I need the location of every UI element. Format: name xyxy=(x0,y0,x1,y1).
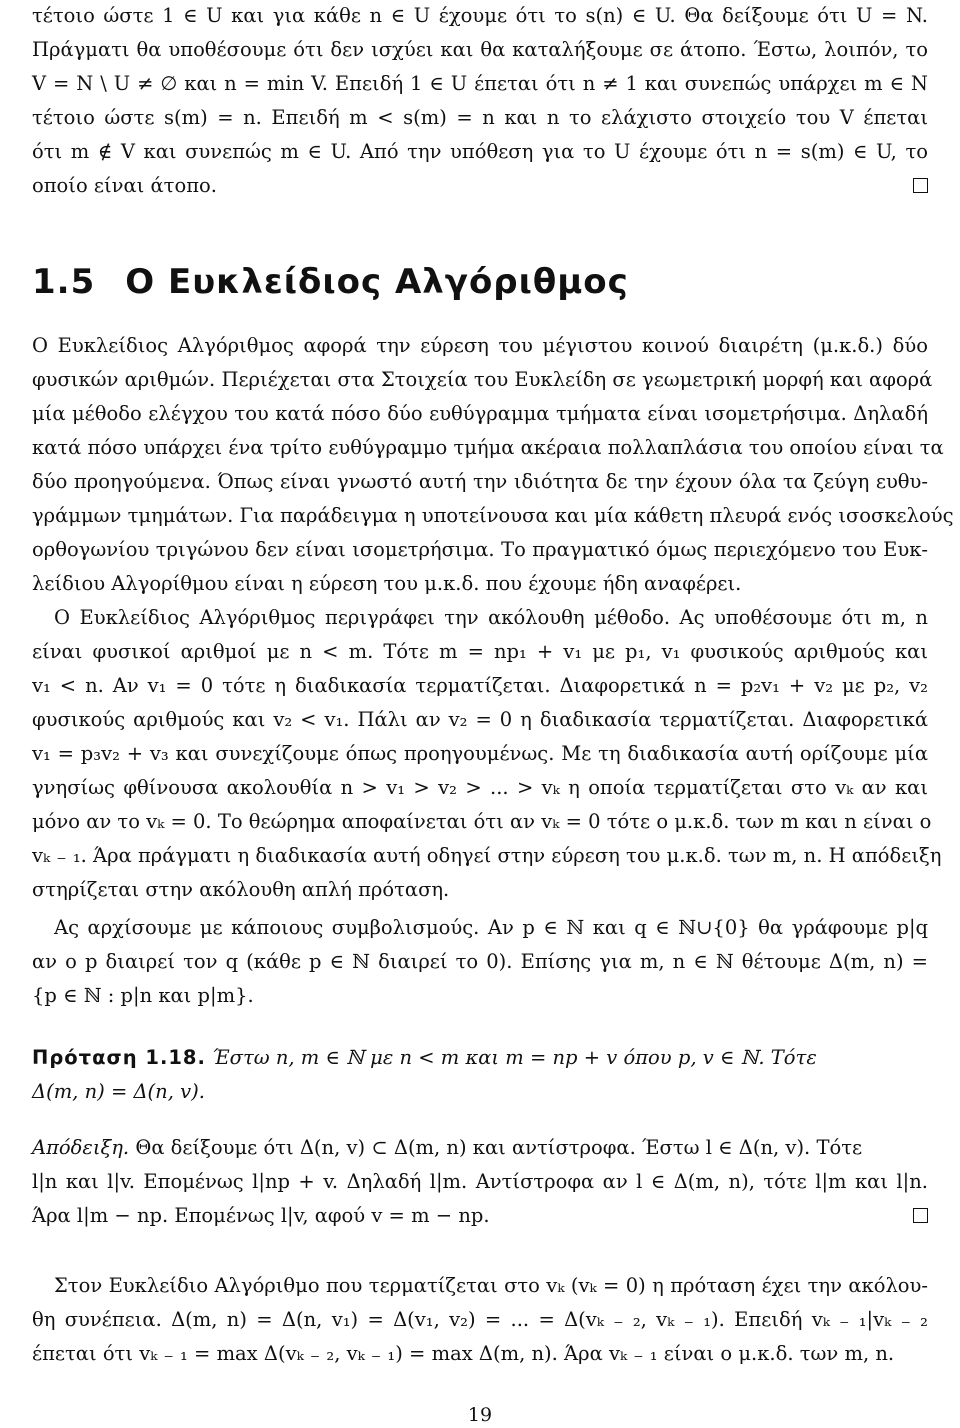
para2-line-4: φυσικούς αριθμούς και v₂ < v₁. Πάλι αν v₂ = 0 η διαδικασία τερματίζεται. Διαφορετικά xyxy=(32,708,928,731)
para2-line-6: γνησίως φθίνουσα ακολουθία n > v₁ > v₂ > ... > vₖ η οποία τερματίζεται στο vₖ αν και xyxy=(32,776,928,799)
proof-line-2: l|n και l|v. Επομένως l|np + v. Δηλαδή l|m. Αντίστροφα αν l ∈ Δ(m, n), τότε l|m και l|n. xyxy=(32,1170,928,1193)
proof-line-3-text: Άρα l|m − np. Επομένως l|v, αφού v = m − np. xyxy=(32,1204,490,1227)
para1-line-5: δύο προηγούμενα. Όπως είναι γνωστό αυτή την ιδιότητα δε την έχουν όλα τα ζεύγη ευθυ- xyxy=(32,470,928,493)
para1-line-2: φυσικών αριθμών. Περιέχεται στα Στοιχεία του Ευκλείδη σε γεωμετρική μορφή και αφορά xyxy=(32,368,933,391)
para3-line-1: Ας αρχίσουμε με κάποιους συμβολισμούς. Αν p ∈ ℕ και q ∈ ℕ∪{0} θα γράφουμε p|q xyxy=(54,916,928,939)
proof-label: Απόδειξη. xyxy=(32,1136,130,1159)
para2-line-2: είναι φυσικοί αριθμοί με n < m. Τότε m = np₁ + v₁ με p₁, v₁ φυσικούς αριθμούς και xyxy=(32,640,928,663)
para2-line-5: v₁ = p₃v₂ + v₃ και συνεχίζουμε όπως προηγουμένως. Με τη διαδικασία αυτή ορίζουμε μία xyxy=(32,742,928,765)
para1-line-3: μία μέθοδο ελέγχου του κατά πόσο δύο ευθύγραμμα τμήματα είναι ισομετρήσιμα. Δηλαδή xyxy=(32,402,928,425)
section-heading xyxy=(32,262,629,302)
para3-line-3: {p ∈ ℕ : p|n και p|m}. xyxy=(32,984,254,1007)
para4-line-1: Στον Ευκλείδιο Αλγόριθμο που τερματίζεται στο vₖ (vₖ = 0) η πρόταση έχει την ακόλου- xyxy=(54,1274,928,1297)
intro-line-6 xyxy=(32,172,928,200)
qed-square-icon xyxy=(913,178,928,193)
intro-line-2: Πράγματι θα υποθέσουμε ότι δεν ισχύει και θα καταλήξουμε σε άτοπο. Έστω, λοιπόν, το xyxy=(32,38,928,61)
para2-line-3: v₁ < n. Αν v₁ = 0 τότε η διαδικασία τερματίζεται. Διαφορετικά n = p₂v₁ + v₂ με p₂, v₂ xyxy=(32,674,928,697)
para1-line-1: Ο Ευκλείδιος Αλγόριθμος αφορά την εύρεση του μέγιστου κοινού διαιρέτη (μ.κ.δ.) δύο xyxy=(32,334,928,357)
section-title: Ο Ευκλείδιος Αλγόριθμος xyxy=(125,262,629,302)
intro-line-6-text: οποίο είναι άτοπο. xyxy=(32,174,217,197)
proof-line-3 xyxy=(32,1202,928,1230)
para4-line-2: θη συνέπεια. Δ(m, n) = Δ(n, v₁) = Δ(v₁, v₂) = ... = Δ(vₖ ₋ ₂, vₖ ₋ ₁). Επειδή vₖ ₋ ₁|vₖ ₋ ₂ xyxy=(32,1308,928,1331)
page-number: 19 xyxy=(467,1404,493,1426)
intro-line-1: τέτοιο ώστε 1 ∈ U και για κάθε n ∈ U έχουμε ότι το s(n) ∈ U. Θα δείξουμε ότι U = N. xyxy=(32,4,928,27)
para2-line-8: vₖ ₋ ₁. Άρα πράγματι η διαδικασία αυτή οδηγεί στην εύρεση του μ.κ.δ. των m, n. Η απόδειξη xyxy=(32,844,942,867)
intro-line-5: ότι m ∉ V και συνεπώς m ∈ U. Από την υπόθεση για το U έχουμε ότι n = s(m) ∈ U, το xyxy=(32,140,928,163)
proposition-statement: Έστω n, m ∈ ℕ με n < m και m = np + v όπου p, v ∈ ℕ. Τότε xyxy=(212,1046,817,1069)
para2-line-7: μόνο αν το vₖ = 0. Το θεώρημα αποφαίνεται ότι αν vₖ = 0 τότε ο μ.κ.δ. των m και n είναι ο xyxy=(32,810,932,833)
para1-line-7: ορθογωνίου τριγώνου δεν είναι ισομετρήσιμα. Το πραγματικό όμως περιεχόμενο του Ευκ- xyxy=(32,538,928,561)
para3-line-2: αν ο p διαιρεί τον q (κάθε p ∈ ℕ διαιρεί το 0). Επίσης για m, n ∈ ℕ θέτουμε Δ(m, n) = xyxy=(32,950,928,973)
proof-line-1 xyxy=(32,1134,928,1162)
intro-line-3: V = N \ U ≠ ∅ και n = min V. Επειδή 1 ∈ U έπεται ότι n ≠ 1 και συνεπώς υπάρχει m ∈ N xyxy=(32,72,928,95)
intro-line-4: τέτοιο ώστε s(m) = n. Επειδή m < s(m) = n και n το ελάχιστο στοιχείο του V έπεται xyxy=(32,106,928,129)
proposition-label: Πρόταση 1.18. xyxy=(32,1046,206,1069)
proposition-line-2: Δ(m, n) = Δ(n, v). xyxy=(32,1080,205,1103)
para1-line-8: λείδιου Αλγορίθμου είναι η εύρεση του μ.κ.δ. που έχουμε ήδη αναφέρει. xyxy=(32,572,742,595)
qed-square-icon xyxy=(913,1208,928,1223)
para2-line-9: στηρίζεται στην ακόλουθη απλή πρόταση. xyxy=(32,878,450,901)
proposition-line-1 xyxy=(32,1044,928,1072)
proof-text-1: Θα δείξουμε ότι Δ(n, v) ⊂ Δ(m, n) και αντίστροφα. Έστω l ∈ Δ(n, v). Τότε xyxy=(135,1136,863,1159)
para1-line-6: γράμμων τμημάτων. Για παράδειγμα η υποτείνουσα και μία κάθετη πλευρά ενός ισοσκελούς xyxy=(32,504,954,527)
para4-line-3: έπεται ότι vₖ ₋ ₁ = max Δ(vₖ ₋ ₂, vₖ ₋ ₁) = max Δ(m, n). Άρα vₖ ₋ ₁ είναι ο μ.κ.δ. των m, n. xyxy=(32,1342,895,1365)
para1-line-4: κατά πόσο υπάρχει ένα τρίτο ευθύγραμμο τμήμα ακέραια πολλαπλάσια του οποίου είναι τα xyxy=(32,436,944,459)
para2-line-1: Ο Ευκλείδιος Αλγόριθμος περιγράφει την ακόλουθη μέθοδο. Ας υποθέσουμε ότι m, n xyxy=(54,606,928,629)
section-number: 1.5 xyxy=(32,262,96,302)
